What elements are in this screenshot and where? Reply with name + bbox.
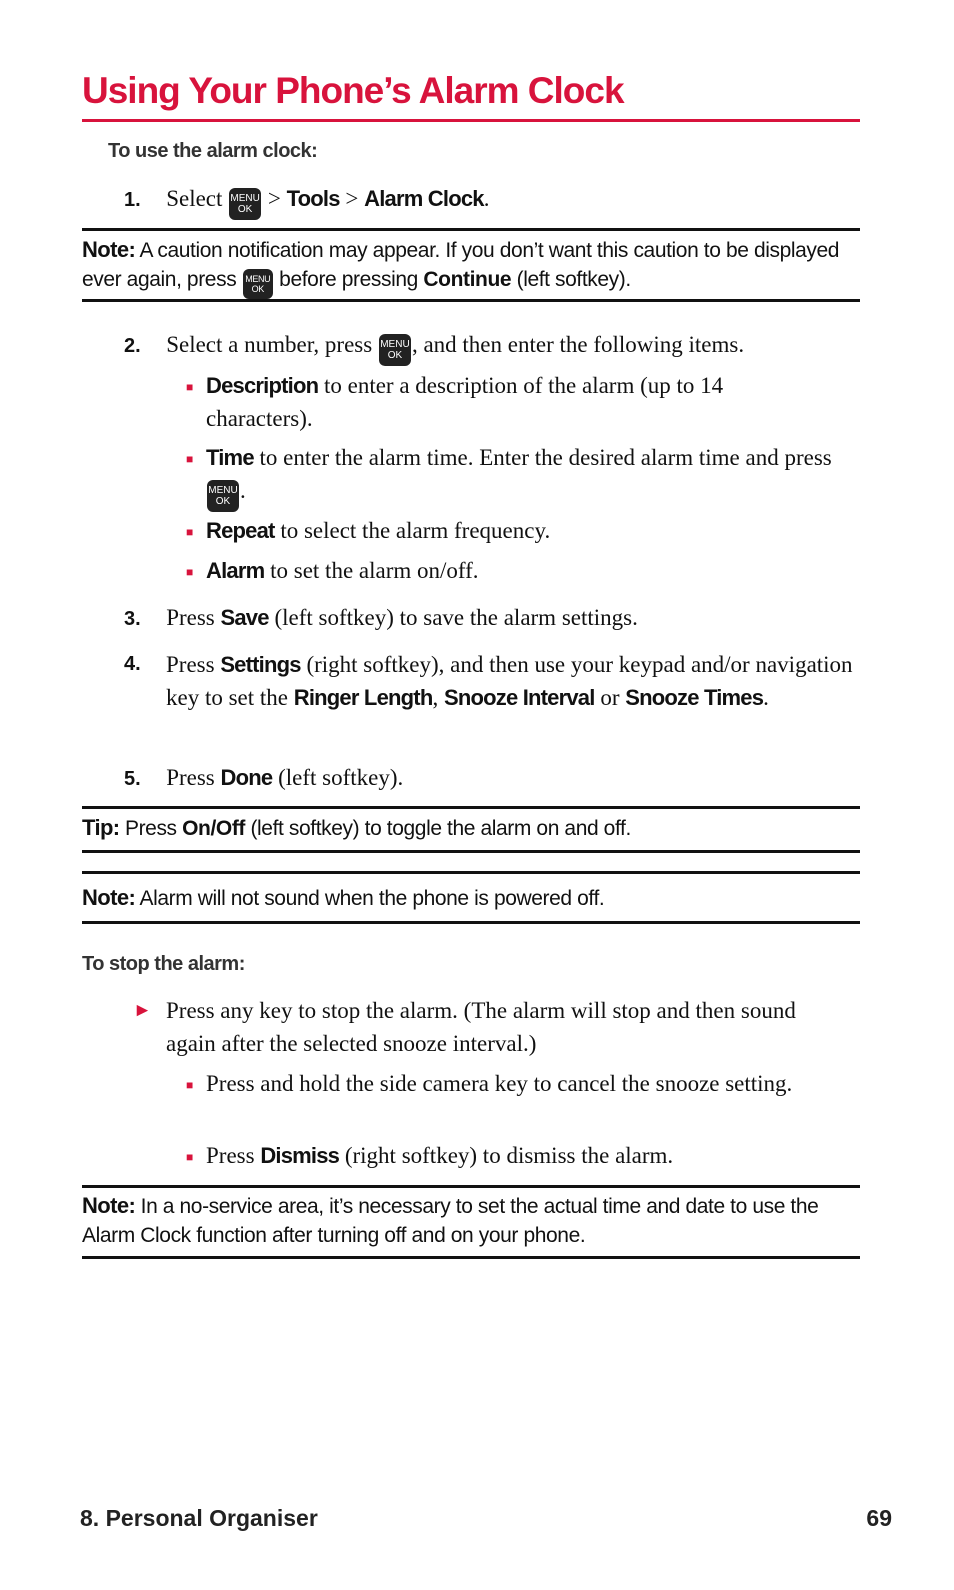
- snooze-times-option: Snooze Times: [625, 685, 764, 710]
- field-description: Description: [206, 373, 319, 398]
- field-alarm: Alarm: [206, 558, 265, 583]
- list-item: [206, 1067, 826, 1100]
- step-text: Select a number, press: [166, 332, 373, 357]
- step-text: (right softkey), and then use your keypad and/or navigation key to set the: [166, 652, 853, 710]
- step-text: Press: [166, 605, 215, 630]
- tip: [82, 813, 862, 843]
- stop-alarm-heading: To stop the alarm:: [82, 953, 245, 975]
- note-text: (left softkey).: [516, 268, 631, 291]
- note-label: Note:: [82, 885, 136, 910]
- list-item: [206, 369, 826, 435]
- note-power: [82, 883, 862, 913]
- stop-instruction: [166, 994, 846, 1060]
- title-rule: [82, 119, 860, 122]
- field-time: Time: [206, 445, 254, 470]
- step-text: (left softkey) to save the alarm settings.: [274, 605, 638, 630]
- ringer-length-option: Ringer Length: [293, 685, 433, 710]
- step-number: 2.: [124, 335, 141, 357]
- step-number: 3.: [124, 608, 141, 630]
- menu-path-alarm-clock: Alarm Clock: [364, 186, 484, 211]
- snooze-interval-option: Snooze Interval: [443, 685, 595, 710]
- item-text: to enter the alarm time. Enter the desired alarm time and press: [259, 445, 832, 470]
- tip-text: Press: [124, 817, 177, 840]
- page-title: Using Your Phone’s Alarm Clock: [82, 70, 624, 111]
- note-rule-bottom: [82, 921, 860, 924]
- tip-rule-bottom: [82, 850, 860, 853]
- bullet-icon: ■: [186, 452, 194, 466]
- step-1: [124, 182, 489, 220]
- punctuation: .: [240, 478, 246, 503]
- list-item: [206, 441, 836, 512]
- list-item: [206, 1139, 673, 1172]
- bullet-icon: ■: [186, 1150, 194, 1164]
- note-rule-bottom: [82, 1256, 860, 1259]
- bullet-icon: ■: [186, 565, 194, 579]
- tip-rule-top: [82, 806, 860, 809]
- item-text: (right softkey) to dismiss the alarm.: [344, 1143, 674, 1168]
- step-4: [166, 648, 856, 714]
- item-text: to set the alarm on/off.: [270, 558, 479, 583]
- note-text: before pressing: [279, 268, 418, 291]
- menu-path-tools: Tools: [286, 186, 340, 211]
- note-rule-top: [82, 228, 860, 231]
- note-no-service: [82, 1191, 862, 1250]
- list-item: [206, 554, 479, 587]
- note-caution: [82, 235, 862, 299]
- step-number: 1.: [124, 189, 141, 211]
- note-text: A caution notification may appear. If you don’t want this caution to be displayed ever again, press: [82, 239, 840, 291]
- step-text: Select: [166, 186, 223, 211]
- step-number: 4.: [124, 653, 141, 675]
- step-text: , and then enter the following items.: [411, 332, 745, 357]
- dismiss-softkey-label: Dismiss: [260, 1143, 340, 1168]
- footer-section: 8. Personal Organiser: [80, 1505, 318, 1531]
- separator: >: [267, 186, 281, 211]
- step-3: [124, 601, 638, 636]
- menu-ok-key-icon: MENU OK: [207, 480, 239, 512]
- note-rule-top: [82, 871, 860, 874]
- note-rule-top: [82, 1185, 860, 1188]
- bullet-icon: ■: [186, 380, 194, 394]
- page-number: 69: [866, 1505, 892, 1531]
- menu-ok-key-icon: MENU OK: [243, 269, 273, 299]
- save-softkey-label: Save: [220, 605, 269, 630]
- step-5: [124, 761, 403, 796]
- note-label: Note:: [82, 1193, 136, 1218]
- note-text: In a no-service area, it’s necessary to set the actual time and date to use the Alarm Clock function after turning off and on your phone.: [82, 1195, 819, 1247]
- punctuation: .: [763, 685, 769, 710]
- step-text: Press: [166, 765, 215, 790]
- tip-label: Tip:: [82, 815, 120, 840]
- on-off-softkey-label: On/Off: [182, 817, 246, 840]
- bullet-icon: ■: [186, 1078, 194, 1092]
- item-text: Press: [206, 1143, 255, 1168]
- done-softkey-label: Done: [220, 765, 273, 790]
- use-alarm-heading: To use the alarm clock:: [108, 140, 318, 162]
- instruction-text: Press any key to stop the alarm. (The alarm will stop and then sound again after the selected snooze interval.): [166, 998, 796, 1056]
- item-text: to select the alarm frequency.: [280, 518, 551, 543]
- field-repeat: Repeat: [206, 518, 275, 543]
- arrow-icon: ►: [133, 1000, 152, 1021]
- bullet-icon: ■: [186, 525, 194, 539]
- settings-softkey-label: Settings: [220, 652, 301, 677]
- list-item: [206, 514, 550, 547]
- punctuation: ,: [432, 685, 439, 710]
- separator: >: [345, 186, 359, 211]
- note-label: Note:: [82, 237, 136, 262]
- step-2: [124, 328, 744, 366]
- continue-softkey-label: Continue: [423, 268, 512, 291]
- menu-ok-key-icon: MENU OK: [379, 334, 411, 366]
- step-number: 5.: [124, 768, 141, 790]
- item-text: to enter a description of the alarm (up to 14 characters).: [206, 373, 724, 431]
- menu-ok-key-icon: MENU OK: [229, 188, 261, 220]
- step-text: Press: [166, 652, 215, 677]
- step-text: (left softkey).: [278, 765, 404, 790]
- item-text: Press and hold the side camera key to cancel the snooze setting.: [206, 1071, 793, 1096]
- punctuation: .: [483, 186, 490, 211]
- note-rule-bottom: [82, 299, 860, 302]
- tip-text: (left softkey) to toggle the alarm on and off.: [250, 817, 631, 840]
- step-text: or: [600, 685, 620, 710]
- note-text: Alarm will not sound when the phone is powered off.: [139, 887, 605, 910]
